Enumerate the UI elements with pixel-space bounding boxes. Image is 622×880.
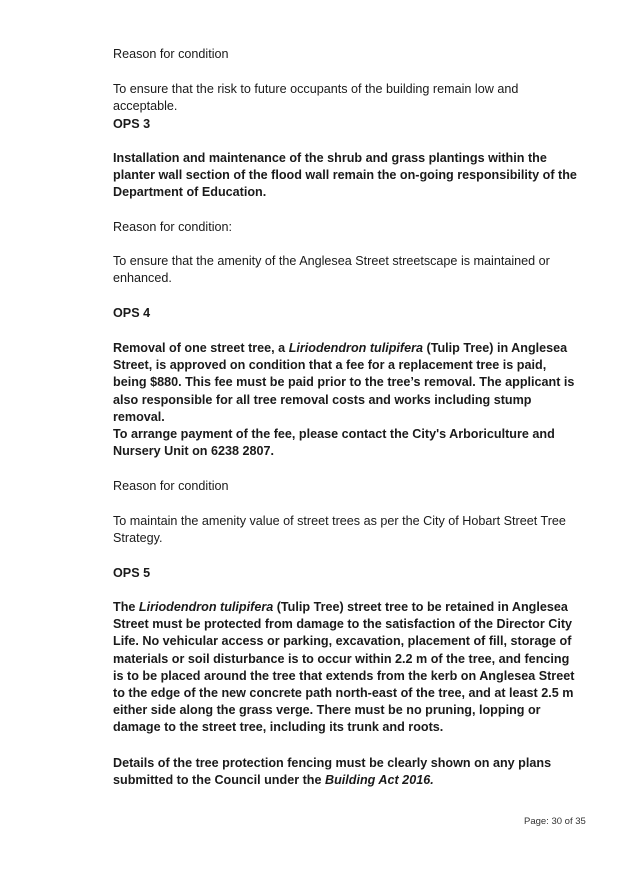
- ops5-condition: [113, 599, 583, 737]
- reason-text-2: To ensure that the amenity of the Anglesea Street streetscape is maintained or enhanced.: [113, 254, 550, 286]
- ops4-text-start: Removal of one street tree, a: [113, 341, 289, 355]
- reason-heading-2: Reason for condition:: [113, 220, 233, 234]
- ops5-fencing-details: [113, 755, 583, 789]
- fencing-text: Details of the tree protection fencing must be clearly shown on any plans submitted to the Council under the: [113, 756, 552, 788]
- reason-text-3: To maintain the amenity value of street trees as per the City of Hobart Street Tree Strategy.: [113, 514, 566, 546]
- page-number: Page: 30 of 35: [524, 816, 586, 827]
- ops5-heading: OPS 5: [113, 566, 151, 580]
- ops3-heading: OPS 3: [113, 117, 151, 131]
- reason-heading-3: Reason for condition: [113, 479, 229, 493]
- ops4-heading: OPS 4: [113, 306, 151, 320]
- act-name: Building Act 2016.: [325, 773, 434, 788]
- ops4-condition: [113, 340, 583, 426]
- ops4-payment: To arrange payment of the fee, please contact the City's Arboriculture and Nursery Unit on 6238 2807.: [113, 427, 555, 459]
- species-name: Liriodendron tulipifera: [138, 600, 274, 614]
- ops5-text-start: The: [113, 600, 139, 614]
- species-name: Liriodendron tulipifera: [288, 341, 424, 355]
- ops3-condition: Installation and maintenance of the shrub and grass plantings within the planter wall section of the flood wall remain the on-going responsibility of the Department of Education.: [113, 151, 577, 200]
- ops5-text-end: (Tulip Tree) street tree to be retained in Anglesea Street must be protected from damage to the satisfaction of the Director City Life. No vehicular access or parking, excavation, placement of fill, storage of materials or soil disturbance is to occur within 2.2 m of the tree, and fencing is to be placed around the tree that extends from the kerb on Anglesea Street to the edge of the new concrete path north-east of the tree, and at least 2.5 m either side along the grass verge. There must be no pruning, lopping or damage to the street tree, including its trunk and roots.: [113, 600, 575, 735]
- reason-heading-1: Reason for condition: [113, 47, 229, 61]
- reason-text-1: To ensure that the risk to future occupants of the building remain low and acceptable.: [113, 82, 519, 114]
- ops4-text-end: (Tulip Tree) in Anglesea Street, is approved on condition that a fee for a replacement tree is paid, being $880. This fee must be paid prior to the tree’s removal. The applicant is also responsible for all tree removal costs and works including stump removal.: [113, 341, 575, 424]
